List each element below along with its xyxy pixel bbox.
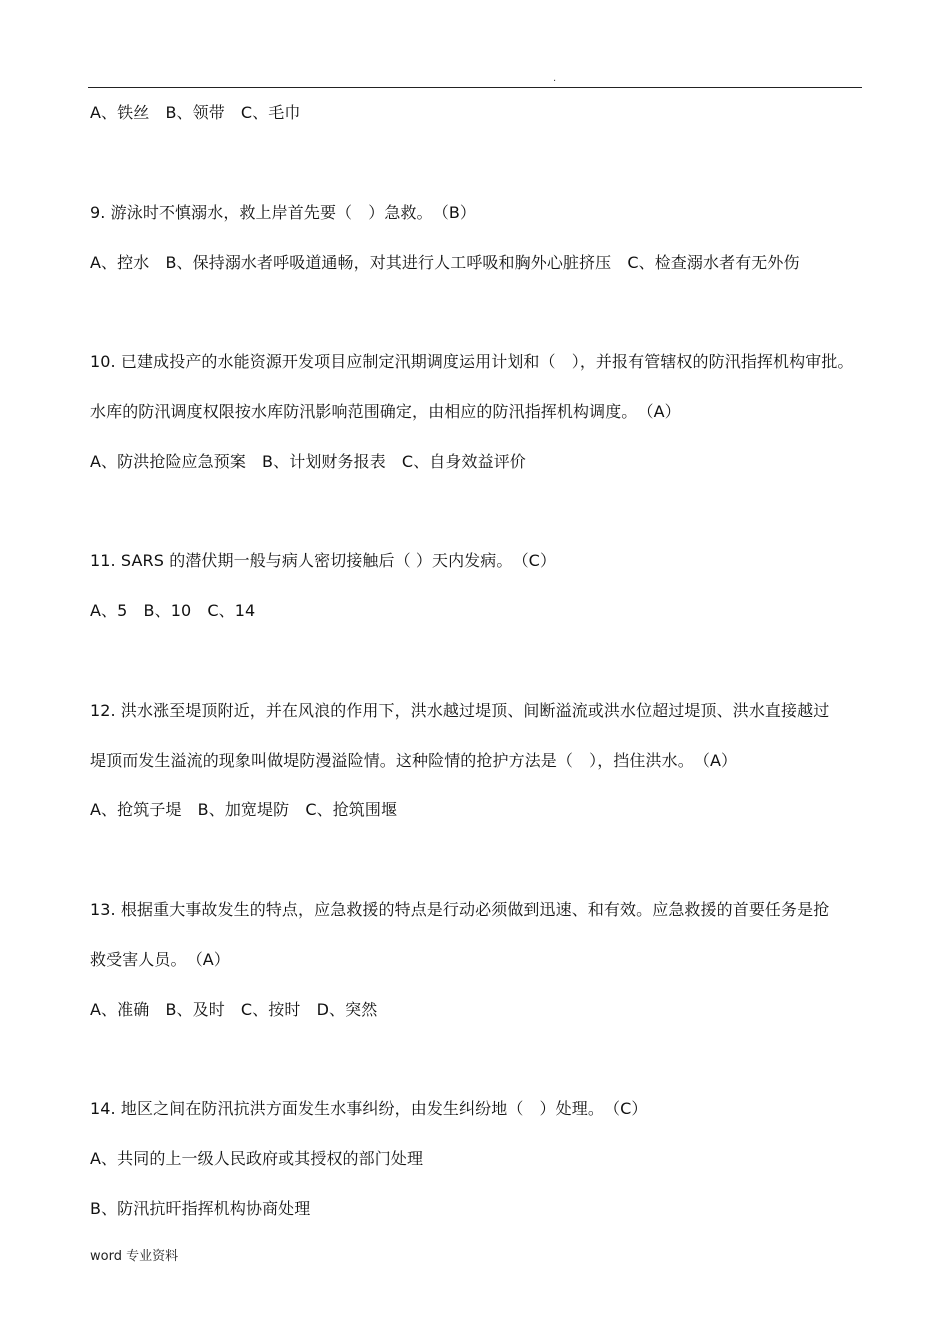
question-13-line-1: 13. 根据重大事故发生的特点，应急救援的特点是行动必须做到迅速、和有效。应急救援的首要任务是抢 [90,900,830,919]
answer-options-q8: A、铁丝 B、领带 C、毛巾 [90,103,301,122]
answer-options-q10: A、防洪抢险应急预案 B、计划财务报表 C、自身效益评价 [90,452,526,471]
question-10-line-1: 10. 已建成投产的水能资源开发项目应制定汛期调度运用计划和（ ），并报有管辖权的防汛指挥机构审批。 [90,352,854,371]
header-mark: . [553,73,557,84]
answer-options-q11: A、5 B、10 C、14 [90,601,256,620]
page-footer: word 专业资料 [90,1249,179,1264]
question-14: 14. 地区之间在防汛抗洪方面发生水事纠纷，由发生纠纷地（ ）处理。 （C） [90,1099,648,1118]
answer-options-q12: A、抢筑子堤 B、加宽堤防 C、抢筑围堰 [90,800,398,819]
question-12-line-1: 12. 洪水涨至堤顶附近，并在风浪的作用下，洪水越过堤顶、间断溢流或洪水位超过堤顶、洪水直接越过 [90,701,830,720]
answer-option-q14-a: A、共同的上一级人民政府或其授权的部门处理 [90,1149,424,1168]
answer-options-q9: A、控水 B、保持溺水者呼吸道通畅，对其进行人工呼吸和胸外心脏挤压 C、检查溺水者有无外伤 [90,253,800,272]
question-13-line-2: 救受害人员。 （A） [90,950,230,969]
answer-options-q13: A、准确 B、及时 C、按时 D、突然 [90,1000,378,1019]
question-11: 11. SARS 的潜伏期一般与病人密切接触后（ ）天内发病。 （C） [90,551,557,570]
header-rule [88,87,862,88]
answer-option-q14-b: B、防汛抗旰指挥机构协商处理 [90,1199,311,1218]
question-12-line-2: 堤顶而发生溢流的现象叫做堤防漫溢险情。这种险情的抢护方法是（ ），挡住洪水。 （A） [90,751,738,770]
question-10-line-2: 水库的防汛调度权限按水库防汛影响范围确定，由相应的防汛指挥机构调度。 （A） [90,402,681,421]
question-9: 9. 游泳时不慎溺水，救上岸首先要（ ）急救。 （B） [90,203,477,222]
